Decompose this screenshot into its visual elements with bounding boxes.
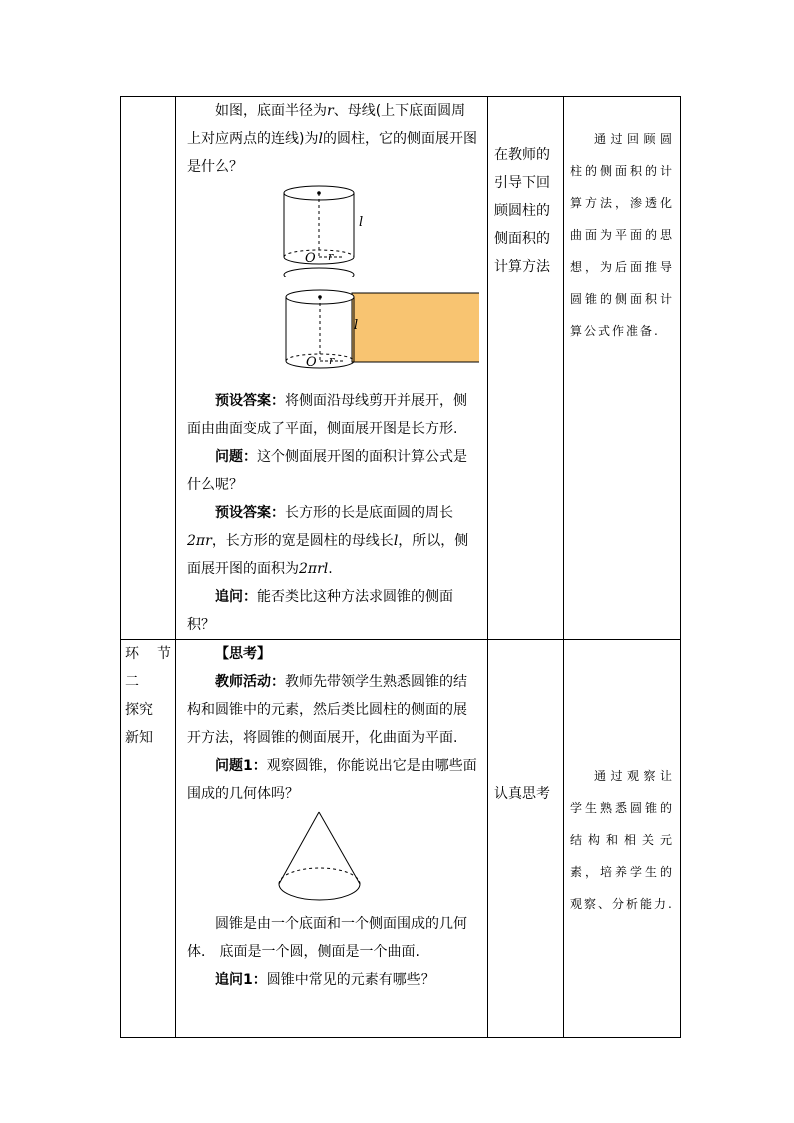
lesson-table xyxy=(120,96,681,1038)
segment-cell xyxy=(121,640,176,1038)
think-heading: 【思考】 xyxy=(215,646,271,662)
student-activity-cell xyxy=(488,640,564,1038)
label-l: l xyxy=(359,215,364,230)
table-row xyxy=(121,640,681,1038)
segment-label: 环 节 二 探究 新知 xyxy=(125,646,171,746)
teacher-activity: 教师活动：教师先带领学生熟悉圆锥的结构和圆锥中的元素，然后类比圆柱的侧面的展开方法，将圆锥的侧面展开，化曲面为平面. xyxy=(187,674,467,746)
label-o: O xyxy=(305,251,316,266)
question-1: 问题1：观察圆锥，你能说出它是由哪些面围成的几何体吗？ xyxy=(187,758,477,802)
follow-up-1: 追问1：圆锥中常见的元素有哪些？ xyxy=(215,972,435,988)
content-cell xyxy=(176,640,488,1038)
content-cell xyxy=(176,97,488,640)
cylinder-unrolled-figure xyxy=(187,285,479,381)
student-activity-cell xyxy=(488,97,564,640)
cylinder-figure xyxy=(187,181,479,277)
unrolled-rectangle xyxy=(352,293,479,362)
follow-up-question: 追问：能否类比这种方法求圆锥的侧面积？ xyxy=(187,589,453,633)
cylinder-intro: 如图，底面半径为r、母线(上下底面圆周上对应两点的连线)为l的圆柱，它的侧面展开图是什么？ xyxy=(187,103,477,175)
segment-cell-empty xyxy=(121,97,176,640)
label-o: O xyxy=(306,355,317,370)
preset-answer-1: 预设答案：将侧面沿母线剪开并展开，侧面由曲面变成了平面，侧面展开图是长方形. xyxy=(187,393,467,437)
label-l: l xyxy=(354,318,359,333)
cone-figure xyxy=(187,808,479,908)
design-intent-text: 通过观察让学生熟悉圆锥的结构和相关元素，培养学生的观察、分析能力. xyxy=(570,769,674,911)
design-intent-text: 通过回顾圆柱的侧面积的计算方法，渗透化曲面为平面的思想，为后面推导圆锥的侧面积计算公式作准备. xyxy=(570,132,674,338)
table-row xyxy=(121,97,681,640)
cone-answer: 圆锥是由一个底面和一个侧面围成的几何体． 底面是一个圆，侧面是一个曲面. xyxy=(187,916,467,960)
design-intent-cell xyxy=(564,97,681,640)
preset-answer-2: 预设答案：长方形的长是底面圆的周长2πr，长方形的宽是圆柱的母线长l，所以，侧面展开图的面积为2πrl. xyxy=(187,505,469,577)
question: 问题：这个侧面展开图的面积计算公式是什么呢？ xyxy=(187,449,467,493)
design-intent-cell xyxy=(564,640,681,1038)
student-activity-text: 认真思考 xyxy=(494,786,550,802)
student-activity-text: 在教师的引导下回顾圆柱的侧面积的计算方法 xyxy=(494,147,550,275)
label-r: r xyxy=(328,250,334,263)
label-r: r xyxy=(329,354,335,367)
